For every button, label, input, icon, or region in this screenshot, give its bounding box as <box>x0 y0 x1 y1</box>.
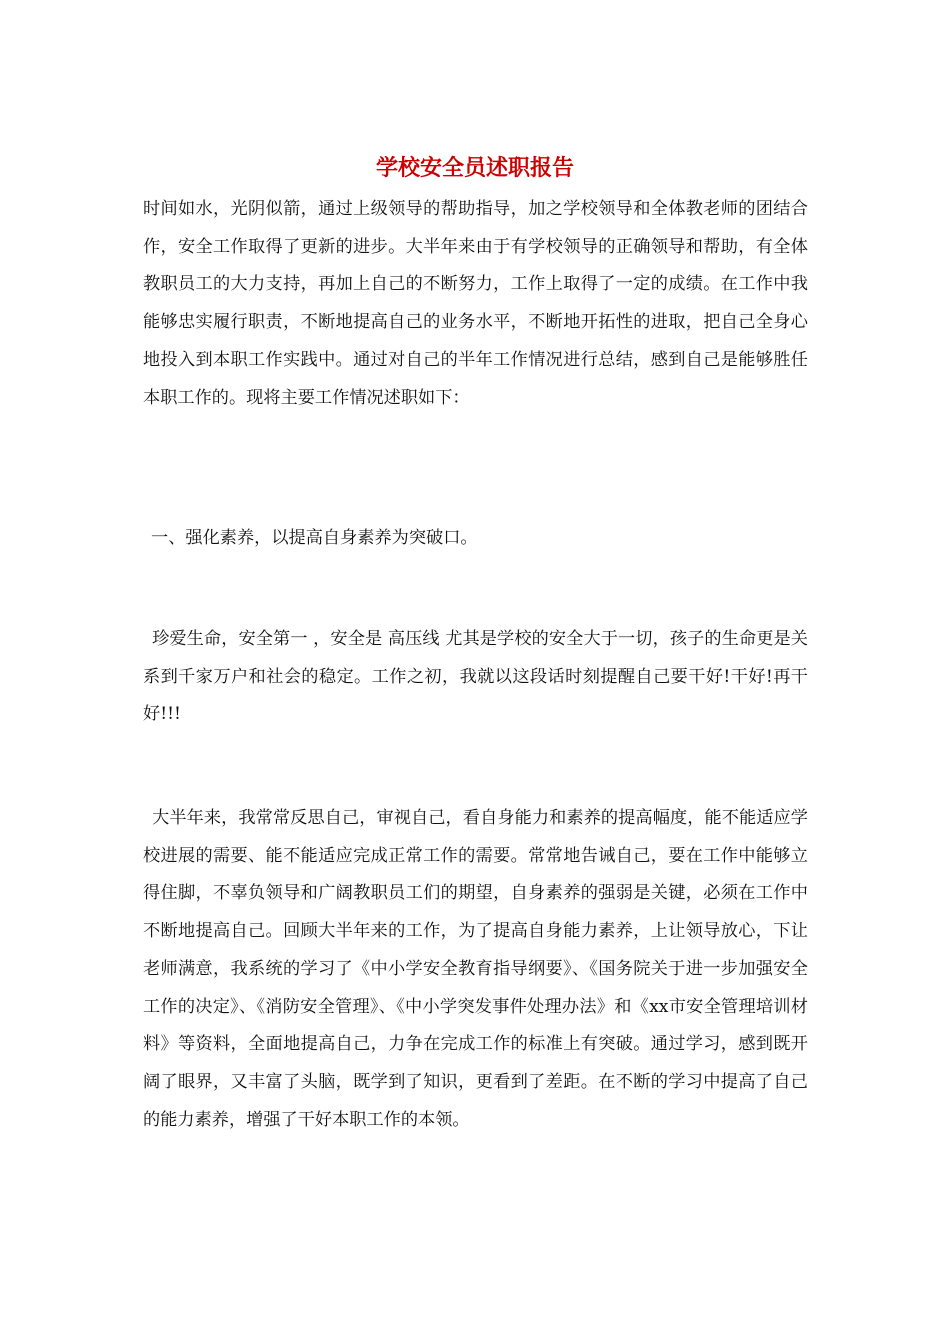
paragraph-safety-first-text: 珍爱生命，安全第一 ，安全是 高压线 尤其是学校的安全大于一切，孩子的生命更是关系到千家万户和社会的稳定。工作之初，我就以这段话时刻提醒自己要干好!干好!再干好!!! <box>143 629 808 725</box>
paragraph-self-reflection <box>143 800 808 1139</box>
section-heading-1: 一、强化素养，以提高自身素养为突破口。 <box>151 528 478 548</box>
document-title: 学校安全员述职报告 <box>375 155 574 181</box>
intro-paragraph: 时间如水，光阴似箭，通过上级领导的帮助指导，加之学校领导和全体教老师的团结合作，安全工作取得了更新的进步。大半年来由于有学校领导的正确领导和帮助，有全体教职员工的大力支持，再加上自己的不断努力，工作上取得了一定的成绩。在工作中我能够忠实履行职责，不断地提高自己的业务水平，不断地开拓性的进取，把自己全身心地投入到本职工作实践中。通过对自己的半年工作情况进行总结，感到自己是能够胜任本职工作的。现将主要工作情况述职如下： <box>143 199 808 408</box>
paragraph-safety-first <box>143 621 808 734</box>
paragraph-self-reflection-text: 大半年来，我常常反思自己，审视自己，看自身能力和素养的提高幅度，能不能适应学校进展的需要、能不能适应完成正常工作的需要。常常地告诫自己，要在工作中能够立得住脚，不辜负领导和广阔教职员工们的期望，自身素养的强弱是关键，必须在工作中不断地提高自己。回顾大半年来的工作，为了提高自身能力素养，上让领导放心，下让老师满意，我系统的学习了《中小学安全教育指导纲要》、《国务院关于进一步加强安全工作的决定》、《消防安全管理》、《中小学突发事件处理办法》和《xx市安全管理培训材料》等资料，全面地提高自己，力争在完成工作的标准上有突破。通过学习，感到既开阔了眼界，又丰富了头脑，既学到了知识，更看到了差距。在不断的学习中提高了自己的能力素养，增强了干好本职工作的本领。 <box>143 808 808 1130</box>
